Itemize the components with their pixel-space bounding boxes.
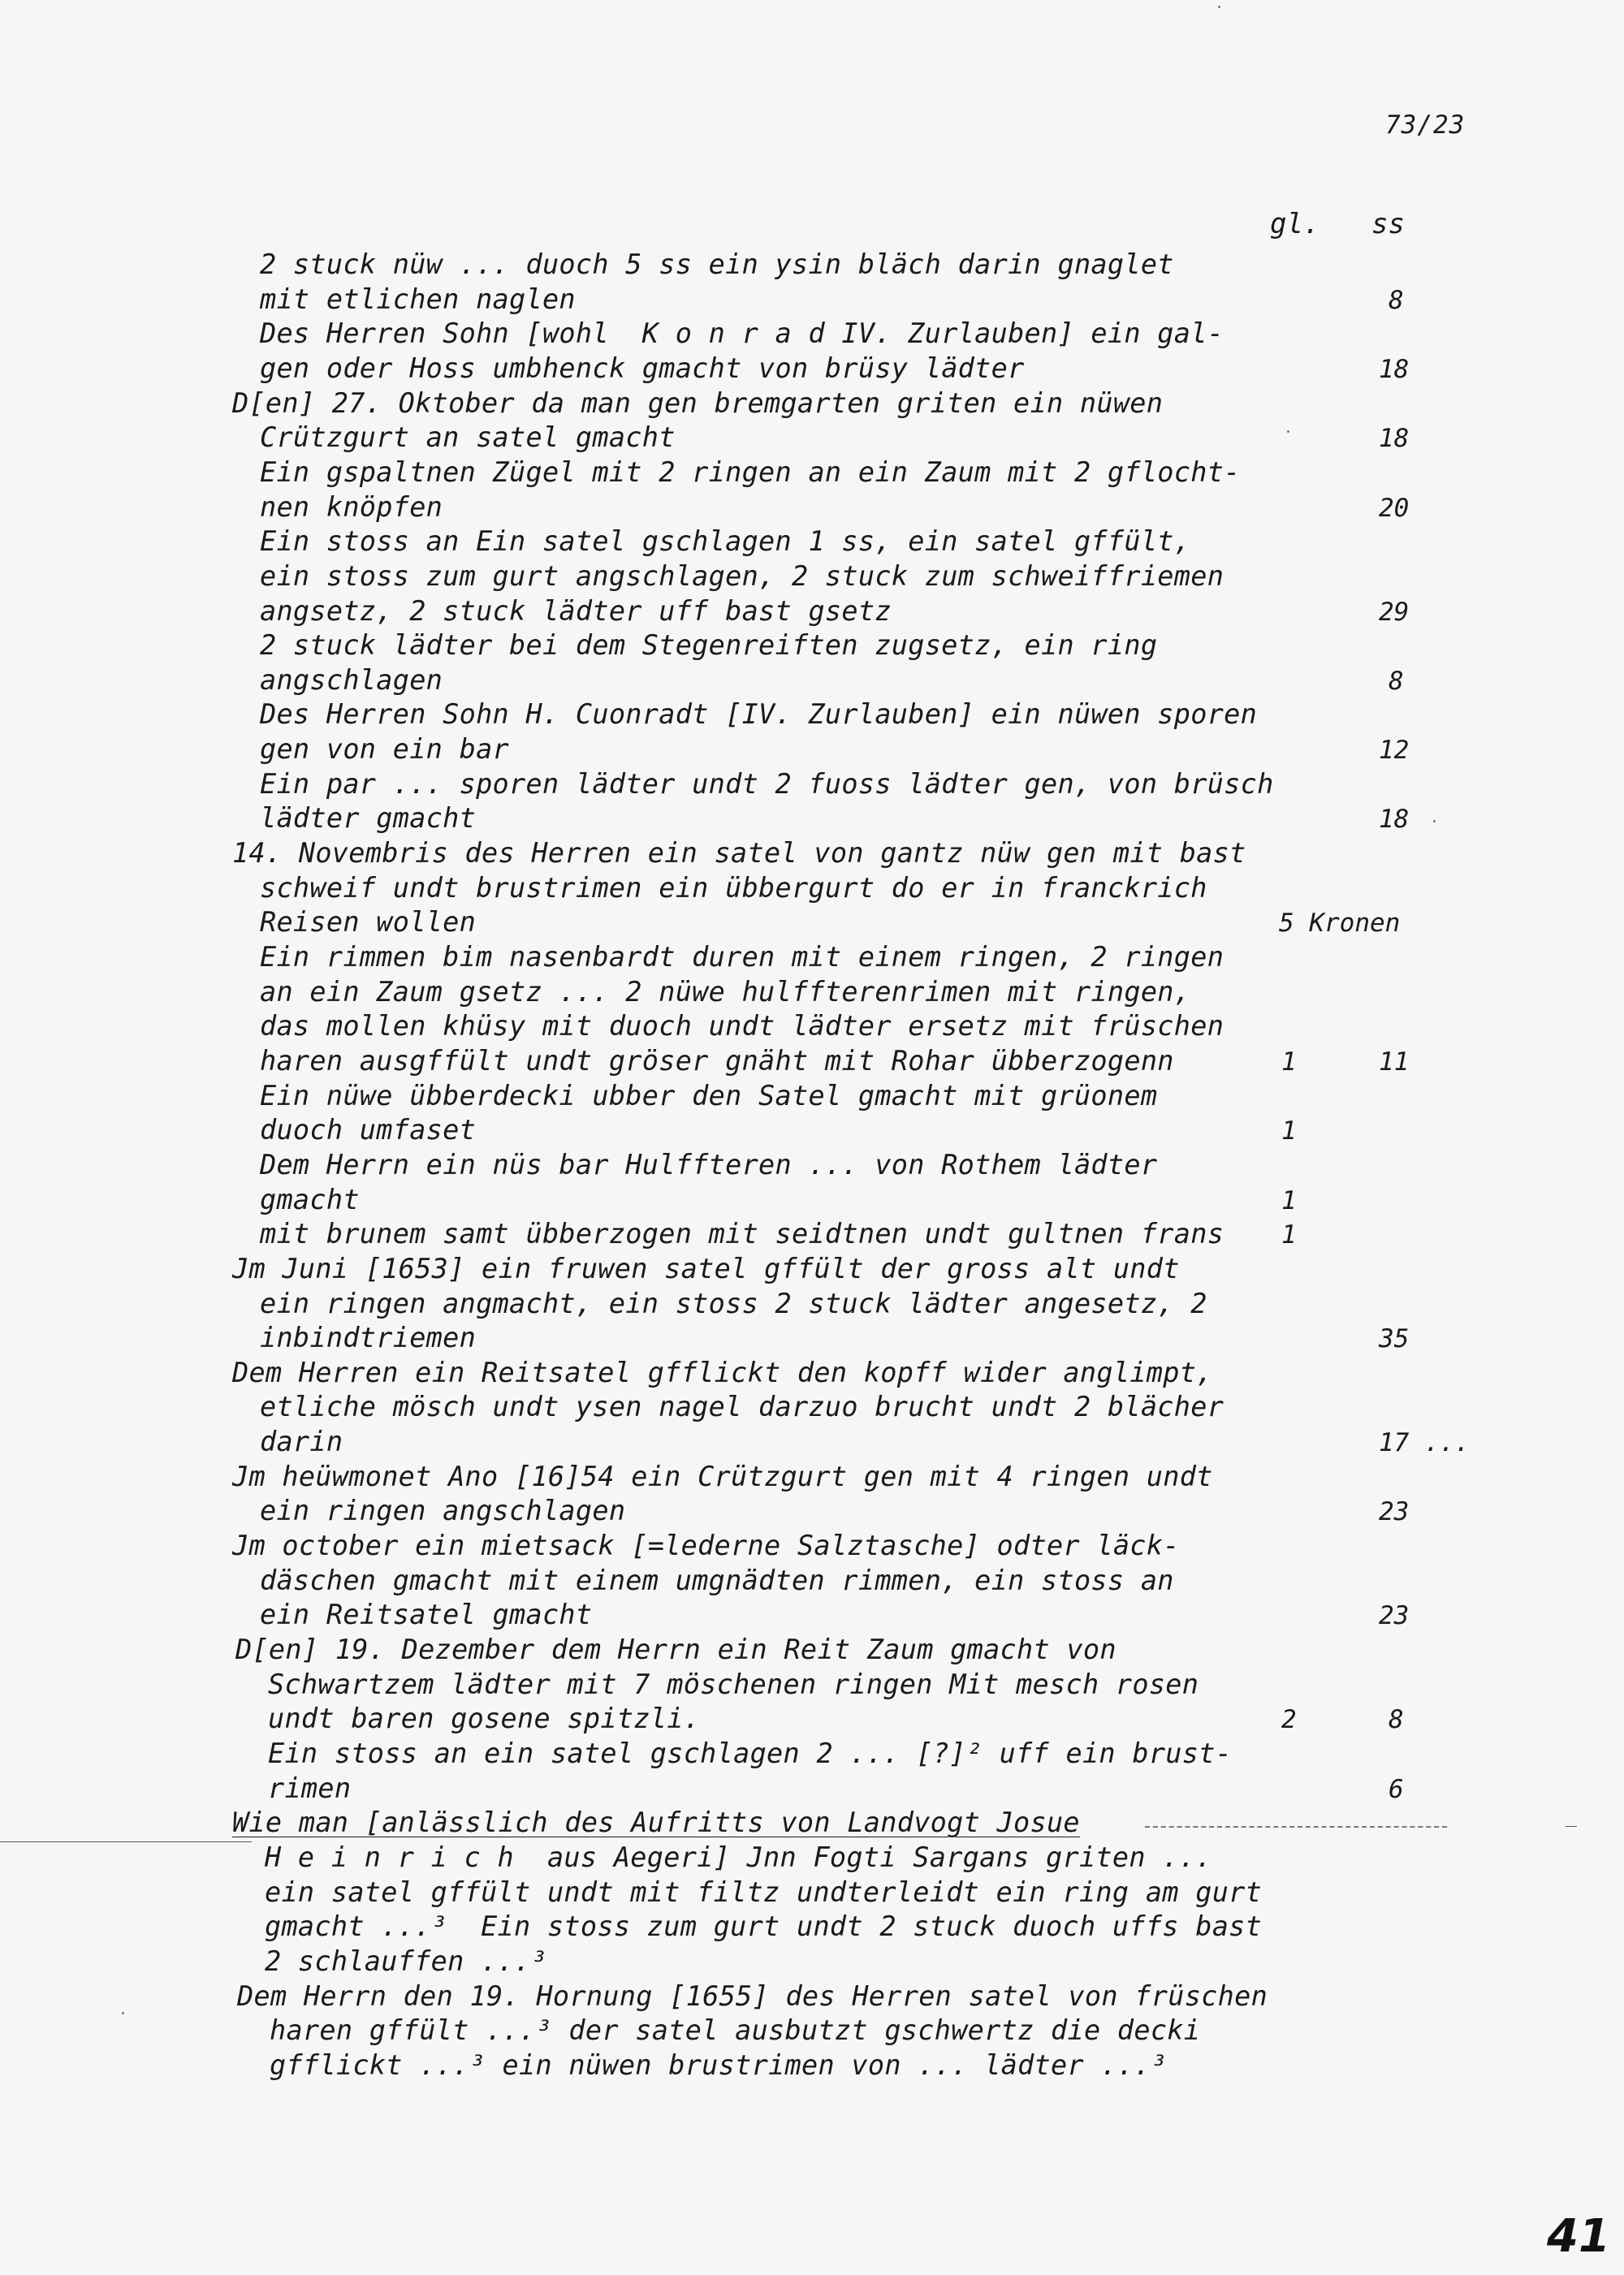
amount-ss: 35 (1379, 1324, 1410, 1354)
amount-ss: 23 (1379, 1497, 1410, 1527)
text-line: Schwartzem lädter mit 7 möschenen ringen Mit mesch rosen (268, 1668, 1199, 1700)
text-line: etliche mösch undt ysen nagel darzuo brucht undt 2 blächer (260, 1391, 1224, 1423)
text-line: gmacht ...³ Ein stoss zum gurt undt 2 stuck duoch uffs bast (265, 1910, 1263, 1943)
amount-gl: 1 (1281, 1116, 1297, 1146)
text-line: Ein par ... sporen lädter undt 2 fuoss lädter gen, von brüsch (260, 767, 1274, 800)
column-header-gl: gl. (1270, 208, 1320, 240)
speck (122, 2012, 124, 2014)
text-line: ein satel gffült undt mit filtz undterleidt ein ring am gurt (265, 1876, 1263, 1908)
text-line: Reisen wollen (260, 906, 477, 939)
text-line: lädter gmacht (260, 802, 477, 835)
right-dashed-rule (1145, 1826, 1447, 1828)
text-line: Jm october ein mietsack [=lederne Salztasche] odter läck- (232, 1530, 1180, 1562)
text-line: Ein stoss an ein satel gschlagen 2 ... [?]² uff ein brust- (268, 1737, 1233, 1769)
text-line: Crützgurt an satel gmacht (260, 421, 676, 454)
text-line: 2 stuck nüw ... duoch 5 ss ein ysin bläch darin gnaglet (260, 248, 1174, 280)
text-line: duoch umfaset (260, 1114, 477, 1146)
speck (1433, 820, 1436, 822)
text-line: Ein rimmen bim nasenbardt duren mit einem ringen, 2 ringen (260, 941, 1224, 973)
amount-gl: 2 (1281, 1705, 1297, 1735)
text-line: mit brunem samt übberzogen mit seidtnen undt gultnen frans (260, 1218, 1224, 1250)
text-line: das mollen khüsy mit duoch undt lädter ersetz mit früschen (260, 1010, 1224, 1043)
text-line: ein Reitsatel gmacht (260, 1599, 593, 1631)
text-line: darin (260, 1426, 343, 1458)
text-line: gen oder Hoss umbhenck gmacht von brüsy lädter (260, 352, 1025, 384)
text-line: Des Herren Sohn H. Cuonradt [IV. Zurlauben] ein nüwen sporen (260, 698, 1258, 731)
text-line: an ein Zaum gsetz ... 2 nüwe hulffterenrimen mit ringen, (260, 975, 1191, 1008)
amount-gl: 5 Kronen (1279, 909, 1401, 939)
amount-gl: 1 (1281, 1047, 1297, 1077)
amount-gl: 1 (1281, 1220, 1297, 1250)
text-line: nen knöpfen (260, 490, 443, 523)
amount-gl: 1 (1281, 1185, 1297, 1215)
text-line: angschlagen (260, 663, 443, 696)
text-line: gfflickt ...³ ein nüwen brustrimen von ... lädter ...³ (270, 2048, 1168, 2081)
text-line: 2 stuck lädter bei dem Stegenreiften zugsetz, ein ring (260, 629, 1158, 662)
amount-ss: 8 (1389, 285, 1404, 315)
text-line: schweif undt brustrimen ein übbergurt do er in franckrich (260, 871, 1207, 904)
text-line: angsetz, 2 stuck lädter uff bast gsetz (260, 594, 892, 627)
amount-ss: 8 (1389, 1705, 1404, 1735)
text-line: haren gffült ...³ der satel ausbutzt gschwertz die decki (270, 2014, 1201, 2047)
amount-ss: 18 (1379, 424, 1410, 454)
amount-ss: 18 (1379, 354, 1410, 384)
text-line: Dem Herren ein Reitsatel gfflickt den kopff wider anglimpt, (232, 1356, 1213, 1388)
column-header-ss: ss (1371, 208, 1405, 240)
text-line: Wie man [anlässlich des Aufritts von Landvogt Josue (232, 1807, 1080, 1839)
speck (1218, 6, 1220, 8)
text-line: Dem Herrn ein nüs bar Hulffteren ... von Rothem lädter (260, 1148, 1158, 1181)
amount-ss: 20 (1379, 493, 1410, 523)
text-line: ein stoss zum gurt angschlagen, 2 stuck zum schweiffriemen (260, 559, 1224, 592)
text-line: H e i n r i c h aus Aegeri] Jnn Fogti Sargans griten ... (265, 1841, 1212, 1873)
text-line: ein ringen angmacht, ein stoss 2 stuck lädter angesetz, 2 (260, 1287, 1207, 1319)
amount-ss: 23 (1379, 1601, 1410, 1631)
amount-ss: 8 (1389, 666, 1404, 696)
amount-ss: 17 ... (1379, 1428, 1470, 1458)
amount-ss: 11 (1379, 1047, 1410, 1077)
text-line: D[en] 19. Dezember dem Herrn ein Reit Zaum gmacht von (235, 1634, 1116, 1665)
left-margin-rule (0, 1841, 252, 1842)
text-line: 14. Novembris des Herren ein satel von gantz nüw gen mit bast (232, 837, 1246, 870)
text-line: rimen (268, 1772, 352, 1804)
text-line: däschen gmacht mit einem umgnädten rimmen, ein stoss an (260, 1564, 1174, 1596)
text-line: mit etlichen naglen (260, 283, 576, 315)
speck (1287, 430, 1289, 433)
amount-ss: 12 (1379, 736, 1410, 766)
text-line: Jm heüwmonet Ano [16]54 ein Crützgurt gen mit 4 ringen undt (232, 1460, 1213, 1492)
text-line: undt baren gosene spitzli. (268, 1703, 701, 1735)
page-reference: 73/23 (1385, 110, 1466, 140)
amount-ss: 18 (1379, 805, 1410, 835)
handwritten-folio-number: 41 (1547, 2210, 1610, 2263)
right-rule-end (1566, 1826, 1577, 1827)
text-line: gen von ein bar (260, 733, 510, 766)
text-line: haren ausgffült undt gröser gnäht mit Rohar übberzogenn (260, 1044, 1174, 1077)
text-line: Des Herren Sohn [wohl K o n r a d IV. Zurlauben] ein gal- (260, 317, 1224, 350)
text-line: Ein nüwe übberdecki ubber den Satel gmacht mit grüonem (260, 1079, 1158, 1112)
text-line: Jm Juni [1653] ein fruwen satel gffült der gross alt undt (232, 1252, 1180, 1284)
text-line: 2 schlauffen ...³ (265, 1945, 547, 1977)
text-line: inbindtriemen (260, 1322, 477, 1354)
text-line: gmacht (260, 1183, 360, 1215)
text-line: ein ringen angschlagen (260, 1495, 626, 1527)
text-line: Dem Herrn den 19. Hornung [1655] des Herren satel von früschen (237, 1979, 1268, 2012)
text-line: Ein gspaltnen Zügel mit 2 ringen an ein Zaum mit 2 gflocht- (260, 455, 1241, 488)
amount-ss: 6 (1389, 1774, 1404, 1804)
amount-ss: 29 (1379, 597, 1410, 627)
text-line: Ein stoss an Ein satel gschlagen 1 ss, ein satel gffült, (260, 525, 1191, 558)
text-line: D[en] 27. Oktober da man gen bremgarten griten ein nüwen (232, 386, 1164, 419)
